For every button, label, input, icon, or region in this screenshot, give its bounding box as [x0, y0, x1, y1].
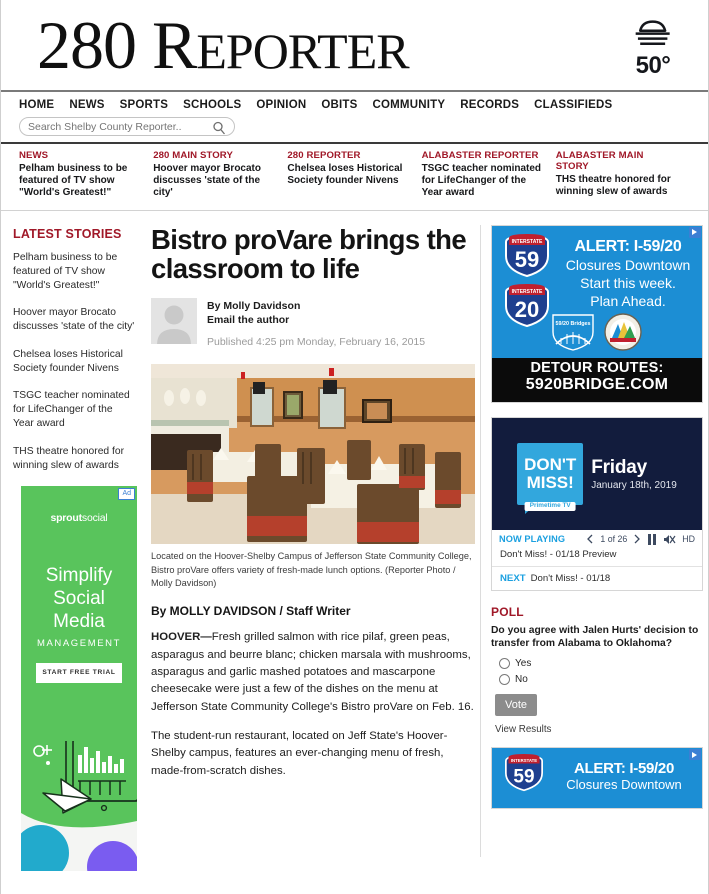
weather-temperature: 50°: [635, 52, 671, 79]
article-paragraph: [151, 629, 475, 716]
article-paragraph-1-text: Fresh grilled salmon with rice pilaf, green peas, asparagus and beurre blanc; chicken marsala with mushrooms, asparagus and garlic mashed potatoes and mascarpone cheesecake were just a few of the dishes on the menu at Jefferson State Community College's Bistro proVare on Feb. 16.: [151, 631, 474, 713]
nav-item-schools[interactable]: SCHOOLS: [183, 99, 242, 111]
svg-text:20: 20: [514, 296, 540, 322]
photo-caption: Located on the Hoover-Shelby Campus of Jefferson State Community College, Bistro proVare offers variety of fresh-made lunch options. (Reporter Photo / Molly Davidson): [151, 551, 472, 588]
next-icon[interactable]: [633, 534, 641, 544]
alert-ad-upper: [492, 748, 702, 809]
list-item[interactable]: THS theatre honored for winning slew of awards: [13, 445, 125, 471]
vote-button[interactable]: Vote: [495, 694, 537, 716]
interstate-59-shield-icon: [502, 234, 552, 278]
headline-ticker: [1, 144, 708, 211]
nav-item-classifieds[interactable]: CLASSIFIEDS: [534, 99, 613, 111]
video-controls: [492, 530, 702, 549]
video-counter: 1 of 26: [600, 534, 628, 545]
ticker-headline[interactable]: Pelham business to be featured of TV show "World's Greatest!": [19, 163, 128, 199]
weather-widget[interactable]: [616, 16, 690, 80]
logo-word-rest: EPORTER: [196, 23, 409, 79]
publish-timestamp: Published 4:25 pm Monday, February 16, 2015: [207, 336, 426, 349]
previous-icon[interactable]: [586, 534, 594, 544]
ad-headline-3: Media: [53, 611, 105, 633]
right-sidebar: [481, 225, 703, 857]
alert-ad-body: [492, 226, 702, 402]
video-date: January 18th, 2019: [591, 479, 677, 491]
ticker-item[interactable]: [556, 150, 690, 200]
svg-text:59/20 Bridges: 59/20 Bridges: [555, 320, 591, 327]
pause-icon[interactable]: [647, 534, 657, 545]
nav-item-opinion[interactable]: OPINION: [256, 99, 307, 111]
detour-url[interactable]: 5920BRIDGE.COM: [525, 375, 669, 393]
interstate-alert-ad-bottom[interactable]: [491, 747, 703, 809]
restaurant-interior-image: [151, 364, 475, 544]
search-input[interactable]: [28, 121, 203, 133]
ad-logo-badges: [550, 312, 644, 352]
video-date-block: [591, 457, 677, 491]
video-quality-label[interactable]: HD: [682, 534, 695, 545]
poll-widget: [491, 605, 703, 736]
video-day: Friday: [591, 456, 648, 478]
now-playing-label: NOW PLAYING: [499, 534, 566, 545]
list-item[interactable]: TSGC teacher nominated for LifeChanger of the Year award: [13, 389, 130, 430]
svg-text:INTERSTATE: INTERSTATE: [511, 238, 543, 245]
nav-item-home[interactable]: HOME: [19, 99, 55, 111]
alert-ad-copy: [564, 226, 702, 311]
main-navigation: [1, 92, 708, 144]
byline-text: [207, 298, 425, 348]
email-author-link[interactable]: Email the author: [207, 314, 290, 327]
bubble-line-2: MISS!: [526, 472, 574, 492]
search-icon[interactable]: [212, 121, 226, 135]
detour-label: DETOUR ROUTES:: [530, 359, 664, 376]
bubble-tag: Primetime TV: [525, 502, 576, 511]
ad-headline-2: Social: [53, 588, 105, 610]
ticker-item[interactable]: [153, 150, 287, 200]
svg-text:INTERSTATE: INTERSTATE: [511, 288, 543, 295]
alabama-dot-seal-icon: [602, 312, 644, 352]
sprout-logo: [21, 512, 137, 524]
main-content: [1, 211, 708, 857]
alert-line-3: Start this week.: [580, 274, 676, 291]
interstate-59-shield-icon: [502, 754, 546, 792]
svg-text:59: 59: [513, 766, 535, 788]
poll-option-no[interactable]: [499, 674, 703, 685]
bubble-line-1: DON'T: [524, 455, 577, 475]
logo-word-cap: R: [152, 7, 197, 83]
ad-subhead: MANAGEMENT: [36, 637, 122, 649]
left-sidebar: [11, 225, 143, 857]
video-next-row[interactable]: [492, 567, 702, 590]
poll-option-yes-label: Yes: [515, 658, 532, 670]
dont-miss-logo: [517, 443, 583, 510]
article-column: [143, 225, 481, 857]
ad-upper-panel: [21, 486, 137, 741]
avatar: [151, 298, 197, 344]
sprout-logo-bold: sprout: [50, 512, 82, 524]
nav-links: [19, 99, 690, 111]
ticker-item[interactable]: [287, 150, 421, 200]
ticker-headline[interactable]: TSGC teacher nominated for LifeChanger of the Year award: [421, 163, 542, 199]
alert-title: ALERT: I-59/20: [574, 237, 682, 255]
alert-ad-copy: [556, 748, 702, 794]
ticker-category: 280 REPORTER: [287, 150, 361, 161]
alert-line-2: Closures Downtown: [566, 777, 682, 793]
svg-text:59: 59: [514, 246, 540, 272]
search-box[interactable]: [19, 117, 235, 136]
logo-number: 280: [37, 7, 136, 83]
detour-panel: [492, 358, 702, 402]
start-free-trial-button[interactable]: START FREE TRIAL: [36, 663, 122, 683]
svg-text:INTERSTATE: INTERSTATE: [510, 758, 538, 764]
video-player-widget[interactable]: [491, 417, 703, 591]
alert-ad-upper: [492, 226, 702, 358]
ad-choices-icon[interactable]: [689, 227, 701, 238]
nav-item-community[interactable]: COMMUNITY: [372, 99, 446, 111]
ticker-item[interactable]: [19, 150, 153, 200]
ticker-category: 280 MAIN STORY: [153, 150, 233, 161]
ad-illustration: [21, 741, 137, 871]
sprout-social-ad[interactable]: [21, 486, 137, 871]
alert-line-4: Plan Ahead.: [590, 292, 666, 309]
poll-option-yes[interactable]: [499, 658, 703, 669]
alert-line-2: Closures Downtown: [565, 256, 691, 273]
interstate-20-shield-icon: [502, 284, 552, 328]
nav-item-obits[interactable]: OBITS: [321, 99, 358, 111]
radio-yes[interactable]: [499, 658, 510, 669]
ticker-category: ALABASTER MAIN STORY: [555, 150, 644, 172]
ad-headline-1: Simplify: [45, 565, 113, 586]
poll-option-no-label: No: [515, 674, 528, 686]
article-headline: Bistro proVare brings the classroom to life: [151, 223, 467, 285]
ticker-headline[interactable]: THS theatre honored for winning slew of awards: [555, 174, 671, 198]
sprout-logo-light: social: [81, 512, 108, 524]
masthead: [1, 0, 708, 92]
article-paragraph: The student-run restaurant, located on Jeff State's Hoover-Shelby campus, features an ever-changing menu of fresh, made-from-scratch dishes.: [151, 729, 448, 777]
ad-badge[interactable]: Ad: [118, 488, 135, 500]
video-current-title[interactable]: Don't Miss! - 01/18 Preview: [492, 549, 702, 567]
shield-group: [492, 748, 556, 798]
latest-stories-title: LATEST STORIES: [13, 226, 122, 241]
next-title[interactable]: Don't Miss! - 01/18: [530, 572, 611, 584]
nav-item-sports[interactable]: SPORTS: [119, 99, 169, 111]
radio-no[interactable]: [499, 674, 510, 685]
mute-icon[interactable]: [663, 534, 676, 545]
article-author: By Molly Davidson: [207, 299, 301, 312]
ticker-category: NEWS: [19, 150, 49, 161]
article-photo: [151, 364, 475, 544]
ticker-headline[interactable]: Hoover mayor Brocato discusses 'state of the city': [153, 163, 261, 199]
list-item[interactable]: Chelsea loses Historical Society founder Nivens: [13, 348, 123, 374]
poll-question: Do you agree with Jalen Hurts' decision to transfer from Alabama to Oklahoma?: [491, 624, 699, 650]
person-placeholder-icon: [151, 298, 197, 344]
nav-item-records[interactable]: RECORDS: [460, 99, 520, 111]
alert-title: ALERT: I-59/20: [574, 760, 674, 778]
article-dateline: HOOVER—: [151, 631, 212, 644]
ad-lower-panel: [21, 741, 137, 871]
bridges-logo-icon: [550, 312, 596, 352]
ticker-category: ALABASTER REPORTER: [421, 150, 539, 161]
poll-title: POLL: [491, 604, 524, 619]
ticker-headline[interactable]: Chelsea loses Historical Society founder Nivens: [287, 163, 403, 187]
list-item[interactable]: Pelham business to be featured of TV show "World's Greatest!": [13, 251, 118, 291]
byline-block: [151, 298, 468, 348]
ad-choices-icon[interactable]: [689, 749, 701, 760]
site-logo[interactable]: [37, 7, 409, 83]
view-results-link[interactable]: View Results: [495, 724, 552, 736]
next-label: NEXT: [500, 572, 526, 584]
fog-cloud-icon: [630, 16, 675, 50]
ticker-item[interactable]: [422, 150, 556, 200]
list-item[interactable]: Hoover mayor Brocato discusses 'state of the city': [13, 307, 135, 333]
staff-writer-byline: By MOLLY DAVIDSON / Staff Writer: [151, 604, 351, 619]
video-stage[interactable]: [492, 418, 702, 530]
interstate-alert-ad-top[interactable]: [491, 225, 703, 403]
nav-item-news[interactable]: NEWS: [69, 99, 105, 111]
